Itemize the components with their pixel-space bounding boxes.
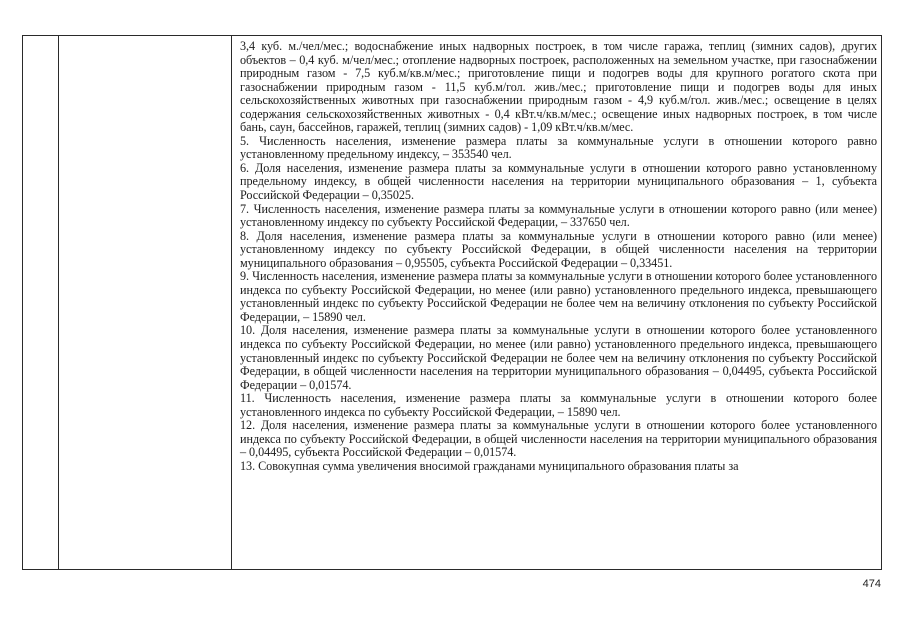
paragraph-item-10: 10. Доля населения, изменение размера платы за коммунальные услуги в отношении которого более установленного индекса по субъекту Российской Федерации, но менее (или равно) установленного предельного индекса, превышающего установленный индекс по субъекту Российской Федерации не более чем на величину отклонения по субъекту Российской Федерации, в общей численности населения на территории муниципального образования – 0,04495, субъекта Российской Федерации – 0,01574. xyxy=(240,323,877,392)
paragraph-item-5: 5. Численность населения, изменение размера платы за коммунальные услуги в отношении которого равно установленному предельному индексу, – 353540 чел. xyxy=(240,133,877,162)
paragraph-item-6: 6. Доля населения, изменение размера платы за коммунальные услуги в отношении которого равно установленному предельному индексу, в общей численности населения на территории муниципального образования – 1, субъекта Российской Федерации – 0,35025. xyxy=(240,160,877,203)
paragraph-item-11: 11. Численность населения, изменение размера платы за коммунальные услуги в отношении которого более установленного индекса по субъекту Российской Федерации, – 15890 чел. xyxy=(240,391,877,419)
paragraph-item-8: 8. Доля населения, изменение размера платы за коммунальные услуги в отношении которого равно (или менее) установленному индексу по субъекту Российской Федерации, в общей численности населения на территории муниципального образования – 0,95505, субъекта Российской Федерации – 0,33451. xyxy=(240,228,877,270)
paragraph-continuation: 3,4 куб. м./чел/мес.; водоснабжение иных надворных построек, в том числе гаража, теплиц (зимних садов), других объектов – 0,4 куб. м/чел/мес.; отопление надворных построек, расположенных на земельном участке, при газоснабжении природным газом - 7,5 куб.м/кв.м/мес.; приготовление пищи и подогрев воды для крупного рогатого скота при газоснабжении природным газом - 11,5 куб.м/гол. жив./мес.; приготовление пищи и подогрев воды для иных сельскохозяйственных животных при газоснабжении природным газом - 4,9 куб.м/гол. жив./мес.; освещение в целях содержания сельскохозяйственных животных - 0,4 кВт.ч/кв.м/мес.; освещение иных надворных построек, в том числе бань, саун, бассейнов, гаражей, теплиц (зимних садов) - 1,09 кВт.ч/кв.м/мес. xyxy=(240,39,877,135)
paragraph-item-9: 9. Численность населения, изменение размера платы за коммунальные услуги в отношении которого более установленного индекса по субъекту Российской Федерации, но менее (или равно) установленного предельного индекса, превышающего установленный индекс по субъекту Российской Федерации не более чем на величину отклонения по субъекту Российской Федерации, – 15890 чел. xyxy=(240,269,877,324)
paragraph-item-13: 13. Совокупная сумма увеличения вносимой гражданами муниципального образования платы за xyxy=(240,458,739,473)
column-divider-2 xyxy=(231,36,232,569)
paragraph-item-7: 7. Численность населения, изменение размера платы за коммунальные услуги в отношении которого равно (или менее) установленному индексу по субъекту Российской Федерации, – 337650 чел. xyxy=(240,201,877,230)
content-cell xyxy=(240,40,877,474)
document-table xyxy=(22,35,882,570)
column-divider-1 xyxy=(58,36,59,569)
paragraph-item-12: 12. Доля населения, изменение размера платы за коммунальные услуги в отношении которого более установленного индекса по субъекту Российской Федерации, в общей численности населения на территории муниципального образования – 0,04495, субъекта Российской Федерации – 0,01574. xyxy=(240,418,877,460)
page-number: 474 xyxy=(862,578,881,590)
